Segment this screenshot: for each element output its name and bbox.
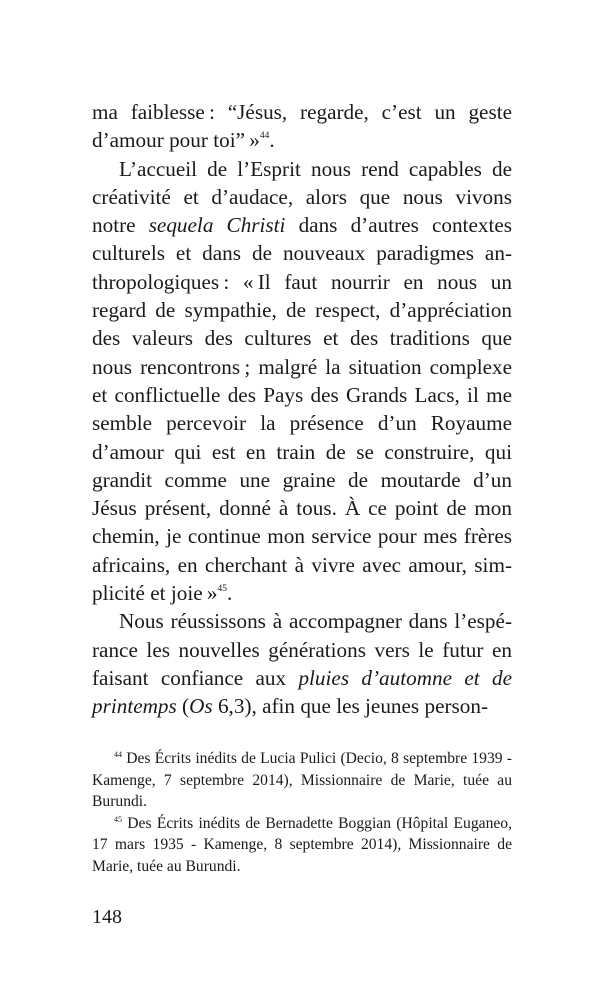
paragraph-text: Nous réussissons à accompagner dans l’espérance les nouvelles générations vers le futur en faisant confiance aux [92, 609, 512, 690]
footnote-number: 45 [114, 814, 122, 824]
quoted-phrase: pluies d’automne et de printemps [92, 665, 512, 719]
paragraph-text: . [226, 581, 233, 606]
main-text [92, 98, 512, 721]
paragraph [92, 155, 512, 608]
footnote-number: 44 [114, 750, 122, 759]
footnote [92, 813, 512, 878]
paragraph-text: ( [176, 694, 190, 719]
latin-phrase: sequela Christi [148, 213, 286, 238]
footnote-reference[interactable]: 45 [217, 584, 227, 595]
paragraph [92, 98, 512, 155]
footnotes [92, 748, 512, 877]
paragraph-text: L’accueil de l’Esprit nous rend capables de créativité et d’audace, alors que nous vivons notre [92, 156, 512, 238]
paragraph-text: . [269, 128, 275, 153]
footnote-text: Des Écrits inédits de Lucia Pulici (Decio, 8 septembre 1939 - Kamenge, 7 septembre 2014), Missionnaire de Marie, tuée au Burundi. [92, 750, 512, 810]
footnote [92, 748, 512, 813]
paragraph [92, 607, 512, 720]
paragraph-text: 6,3), afin que les jeunes person- [212, 694, 489, 719]
page-number: 148 [92, 906, 122, 928]
paragraph-text: ma faiblesse : “Jésus, regarde, c’est un geste d’amour pour toi” » [92, 100, 512, 153]
footnote-reference[interactable]: 44 [259, 131, 270, 142]
book-abbreviation: Os [189, 694, 213, 719]
paragraph-text: dans d’autres contextes culturels et dans de nouveaux paradigmes anthropologiques : « Il faut nourrir en nous un regard de sympathie, de respect, d’appréciation des valeurs des cultures et des traditions que nous rencontrons ; malgré la situation complexe et conflictuelle des Pays des Grands Lacs, il me semble percevoir la présence d’un Royaume d’amour qui est en train de se construire, qui grandit comme une graine de moutarde d’un Jésus présent, donné à tous. À ce point de mon chemin, je continue mon service pour mes frères africains, en cherchant à vivre avec amour, simplicité et joie » [92, 213, 512, 606]
footnote-text: Des Écrits inédits de Bernadette Boggian (Hôpital Euganeo, 17 mars 1935 - Kamenge, 8 septembre 2014), Missionnaire de Marie, tuée au Burundi. [92, 814, 512, 875]
